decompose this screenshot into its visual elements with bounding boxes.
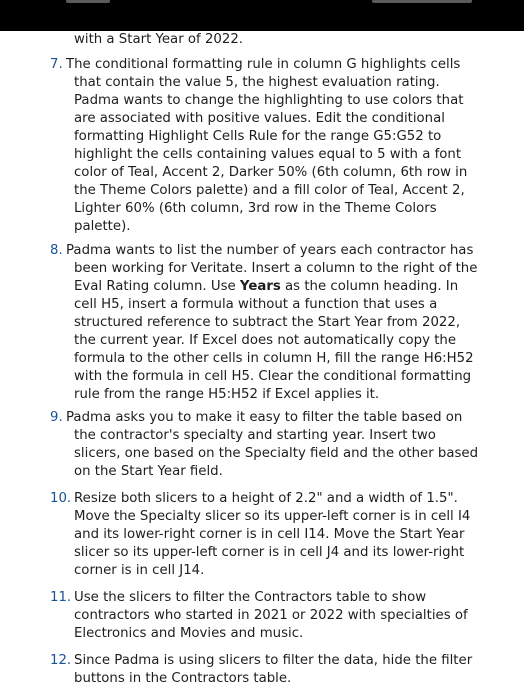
step-line: corner is in cell J14. <box>74 563 205 578</box>
step-number: 11. <box>50 590 72 605</box>
step-line: The conditional formatting rule in column G highlights cells <box>66 57 461 72</box>
step-line: Padma wants to change the highlighting to use colors that <box>74 93 464 108</box>
step-line: color of Teal, Accent 2, Darker 50% (6th column, 6th row in <box>74 165 468 180</box>
step-line: slicer so its upper-left corner is in cell J4 and its lower-right <box>74 545 465 560</box>
step-number: 12. <box>50 653 72 668</box>
step-line: buttons in the Contractors table. <box>74 671 292 686</box>
step-line: contractors who started in 2021 or 2022 with specialties of <box>74 608 468 623</box>
step-line: Lighter 60% (6th column, 3rd row in the Theme Colors <box>74 201 437 216</box>
step-line: formatting Highlight Cells Rule for the range G5:G52 to <box>74 129 442 144</box>
step-line: are associated with positive values. Edit the conditional <box>74 111 445 126</box>
step-line: structured reference to subtract the Start Year from 2022, <box>74 315 461 330</box>
step-line: highlight the cells containing values equal to 5 with a font <box>74 147 462 162</box>
step-line: rule from the range H5:H52 if Excel applies it. <box>74 387 380 402</box>
step-number: 10. <box>50 491 72 506</box>
step-line-start: Eval Rating column. Use <box>74 279 236 294</box>
step-line: the contractor's specialty and starting year. Insert two <box>74 428 436 443</box>
step-line: cell H5, insert a formula without a function that uses a <box>74 297 438 312</box>
step-line: the current year. If Excel does not automatically copy the <box>74 333 457 348</box>
step-line: Padma wants to list the number of years each contractor has <box>66 243 474 258</box>
step-line: Since Padma is using slicers to filter the data, hide the filter <box>74 653 473 668</box>
step-line: that contain the value 5, the highest evaluation rating. <box>74 75 440 90</box>
step-line: and its lower-right corner is in cell I14. Move the Start Year <box>74 527 465 542</box>
status-bar <box>0 0 524 31</box>
intro-line: with a Start Year of 2022. <box>74 32 244 47</box>
step-line: with the formula in cell H5. Clear the conditional formatting <box>74 369 472 384</box>
step-line: on the Start Year field. <box>74 464 223 479</box>
step-line-end: as the column heading. In <box>285 279 459 294</box>
step-number: 9. <box>50 410 63 425</box>
step-line: Electronics and Movies and music. <box>74 626 304 641</box>
step-line: palette). <box>74 219 131 234</box>
step-line: Move the Specialty slicer so its upper-left corner is in cell I4 <box>74 509 471 524</box>
step-number: 7. <box>50 57 63 72</box>
status-bar-time-fragment <box>66 0 110 3</box>
step-line: Use the slicers to filter the Contractors table to show <box>74 590 427 605</box>
column-heading-years: Years <box>239 279 281 294</box>
step-line: formula to the other cells in column H, fill the range H6:H52 <box>74 351 474 366</box>
status-bar-icons-fragment <box>372 0 472 3</box>
step-line: been working for Veritate. Insert a column to the right of the <box>74 261 478 276</box>
step-line: Resize both slicers to a height of 2.2" and a width of 1.5". <box>74 491 458 506</box>
step-line: slicers, one based on the Specialty field and the other based <box>74 446 479 461</box>
step-line <box>74 278 458 296</box>
step-line: Padma asks you to make it easy to filter the table based on <box>66 410 463 425</box>
step-line: the Theme Colors palette) and a fill color of Teal, Accent 2, <box>74 183 465 198</box>
step-number: 8. <box>50 243 63 258</box>
